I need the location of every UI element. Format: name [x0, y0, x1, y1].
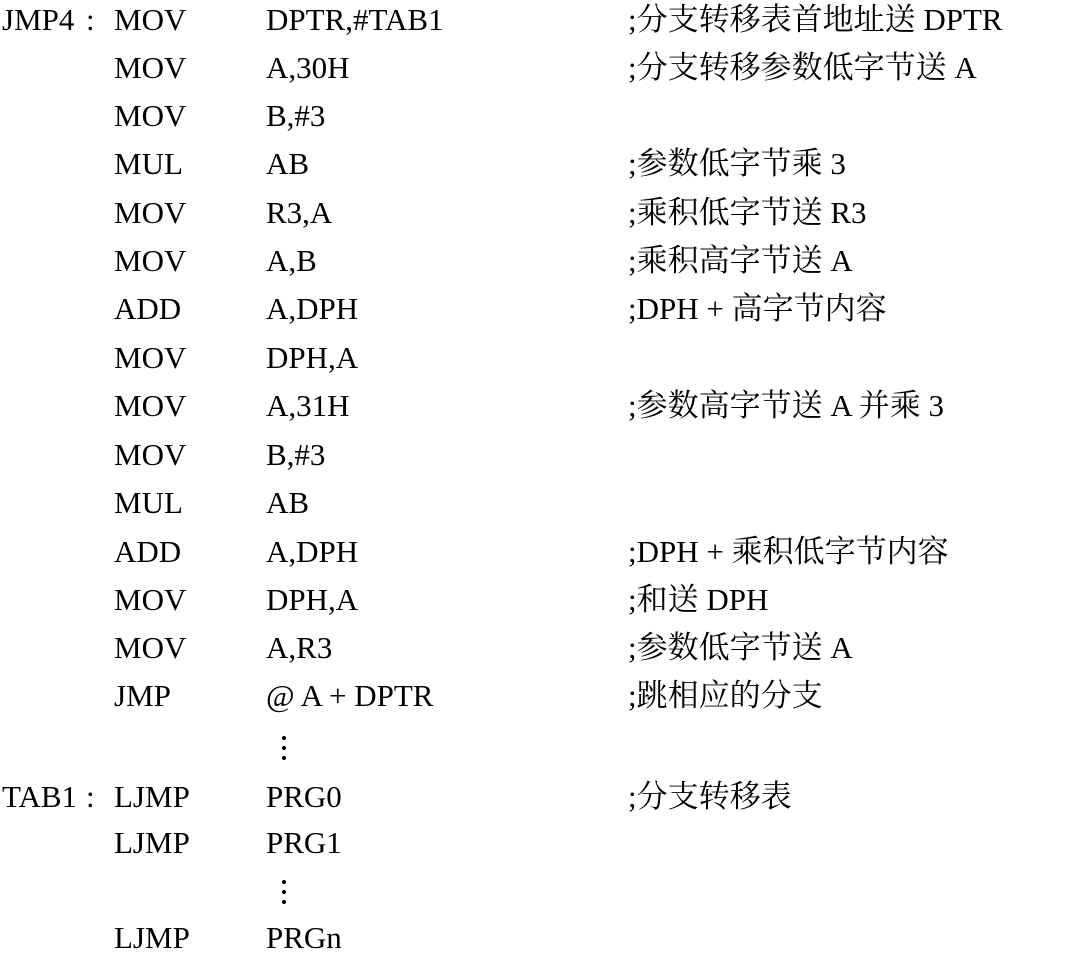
line-label: JMP4: [2, 2, 75, 37]
comment: ;分支转移表首地址送 DPTR: [628, 2, 1003, 37]
label-colon: :: [86, 779, 95, 814]
code-line: [0, 140, 1084, 188]
comment: ;参数低字节送 A: [628, 630, 853, 665]
operand: A,30H: [266, 50, 350, 85]
mnemonic: ADD: [114, 291, 182, 326]
mnemonic: MOV: [114, 50, 187, 85]
code-line: [0, 528, 1084, 576]
operand: AB: [266, 146, 310, 181]
operand: B,#3: [266, 98, 326, 133]
operand: DPH,A: [266, 340, 359, 375]
mnemonic: MOV: [114, 98, 187, 133]
vertical-ellipsis-icon: [278, 722, 290, 770]
comment: ;乘积高字节送 A: [628, 243, 853, 278]
code-line: [0, 0, 1084, 44]
code-line: [0, 237, 1084, 285]
operand: AB: [266, 485, 310, 520]
mnemonic: LJMP: [114, 920, 190, 955]
operand: A,DPH: [266, 291, 359, 326]
operand: PRG1: [266, 825, 342, 860]
mnemonic: LJMP: [114, 825, 190, 860]
comment: ;分支转移参数低字节送 A: [628, 50, 977, 85]
mnemonic: MOV: [114, 630, 187, 665]
operand: A,B: [266, 243, 317, 278]
code-line: [0, 92, 1084, 140]
code-line: [0, 773, 1084, 821]
code-line: [0, 624, 1084, 672]
comment: ;跳相应的分支: [628, 678, 823, 713]
operand: A,R3: [266, 630, 333, 665]
comment: ;分支转移表: [628, 779, 792, 814]
operand: R3,A: [266, 195, 333, 230]
operand: A,DPH: [266, 534, 359, 569]
mnemonic: MOV: [114, 2, 187, 37]
comment: ;DPH + 乘积低字节内容: [628, 534, 949, 569]
code-line: [0, 189, 1084, 237]
operand: PRG0: [266, 779, 342, 814]
operand: DPTR,#TAB1: [266, 2, 444, 37]
operand: B,#3: [266, 437, 326, 472]
mnemonic: LJMP: [114, 779, 190, 814]
mnemonic: MOV: [114, 340, 187, 375]
mnemonic: MOV: [114, 437, 187, 472]
operand: PRGn: [266, 920, 342, 955]
operand: A,31H: [266, 388, 350, 423]
operand: DPH,A: [266, 582, 359, 617]
mnemonic: MUL: [114, 485, 183, 520]
code-line: [0, 285, 1084, 333]
code-line: [0, 334, 1084, 382]
comment: ;乘积低字节送 R3: [628, 195, 867, 230]
comment: ;参数低字节乘 3: [628, 146, 846, 181]
code-line: [0, 672, 1084, 720]
mnemonic: ADD: [114, 534, 182, 569]
mnemonic: MOV: [114, 582, 187, 617]
code-line: [0, 44, 1084, 92]
line-label: TAB1: [2, 779, 78, 814]
mnemonic: JMP: [114, 678, 171, 713]
comment: ;DPH + 高字节内容: [628, 291, 887, 326]
operand: @ A + DPTR: [266, 678, 434, 713]
code-line: [0, 431, 1084, 479]
mnemonic: MOV: [114, 195, 187, 230]
code-line: [0, 479, 1084, 527]
comment: ;参数高字节送 A 并乘 3: [628, 388, 945, 423]
mnemonic: MOV: [114, 388, 187, 423]
mnemonic: MUL: [114, 146, 183, 181]
code-line: [0, 382, 1084, 430]
code-line: [0, 914, 1084, 962]
code-line: [0, 819, 1084, 867]
mnemonic: MOV: [114, 243, 187, 278]
vertical-ellipsis-icon: [278, 866, 290, 914]
label-colon: :: [86, 2, 95, 37]
code-line: [0, 576, 1084, 624]
comment: ;和送 DPH: [628, 582, 769, 617]
